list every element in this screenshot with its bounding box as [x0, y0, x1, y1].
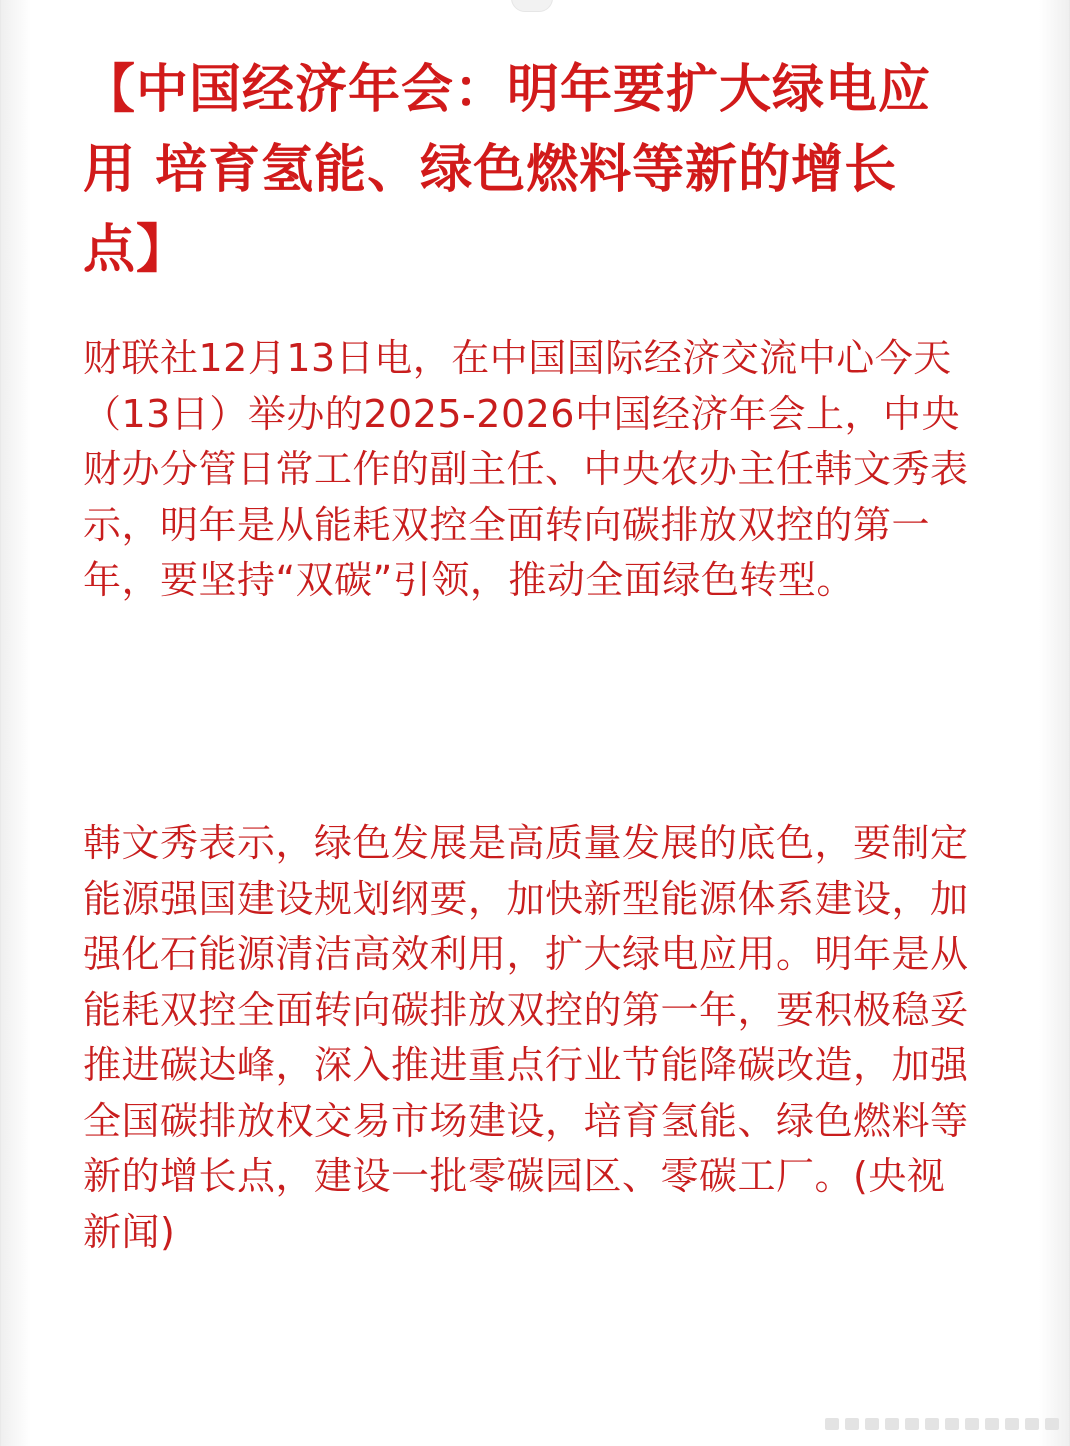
right-edge-shadow: [1039, 0, 1069, 1446]
article-paragraph-1: 财联社12月13日电，在中国国际经济交流中心今天（13日）举办的2025-2026中国经济年会上，中央财办分管日常工作的副主任、中央农办主任韩文秀表示，明年是从能耗双控全面转向碳排放双控的第一年，要坚持“双碳”引领，推动全面绿色转型。: [83, 336, 969, 602]
left-edge-shadow: [1, 0, 31, 1446]
top-pull-tab-icon: [511, 0, 553, 12]
article-headline: 【中国经济年会：明年要扩大绿电应用 培育氢能、绿色燃料等新的增长点】: [83, 60, 932, 280]
watermark-icon: [825, 1418, 1059, 1430]
article-paragraph-2: 韩文秀表示，绿色发展是高质量发展的底色，要制定能源强国建设规划纲要，加快新型能源体系建设，加强化石能源清洁高效利用，扩大绿电应用。明年是从能耗双控全面转向碳排放双控的第一年，要积极稳妥推进碳达峰，深入推进重点行业节能降碳改造，加强全国碳排放权交易市场建设，培育氢能、绿色燃料等新的增长点，建设一批零碳园区、零碳工厂。(央视新闻): [83, 821, 969, 1254]
